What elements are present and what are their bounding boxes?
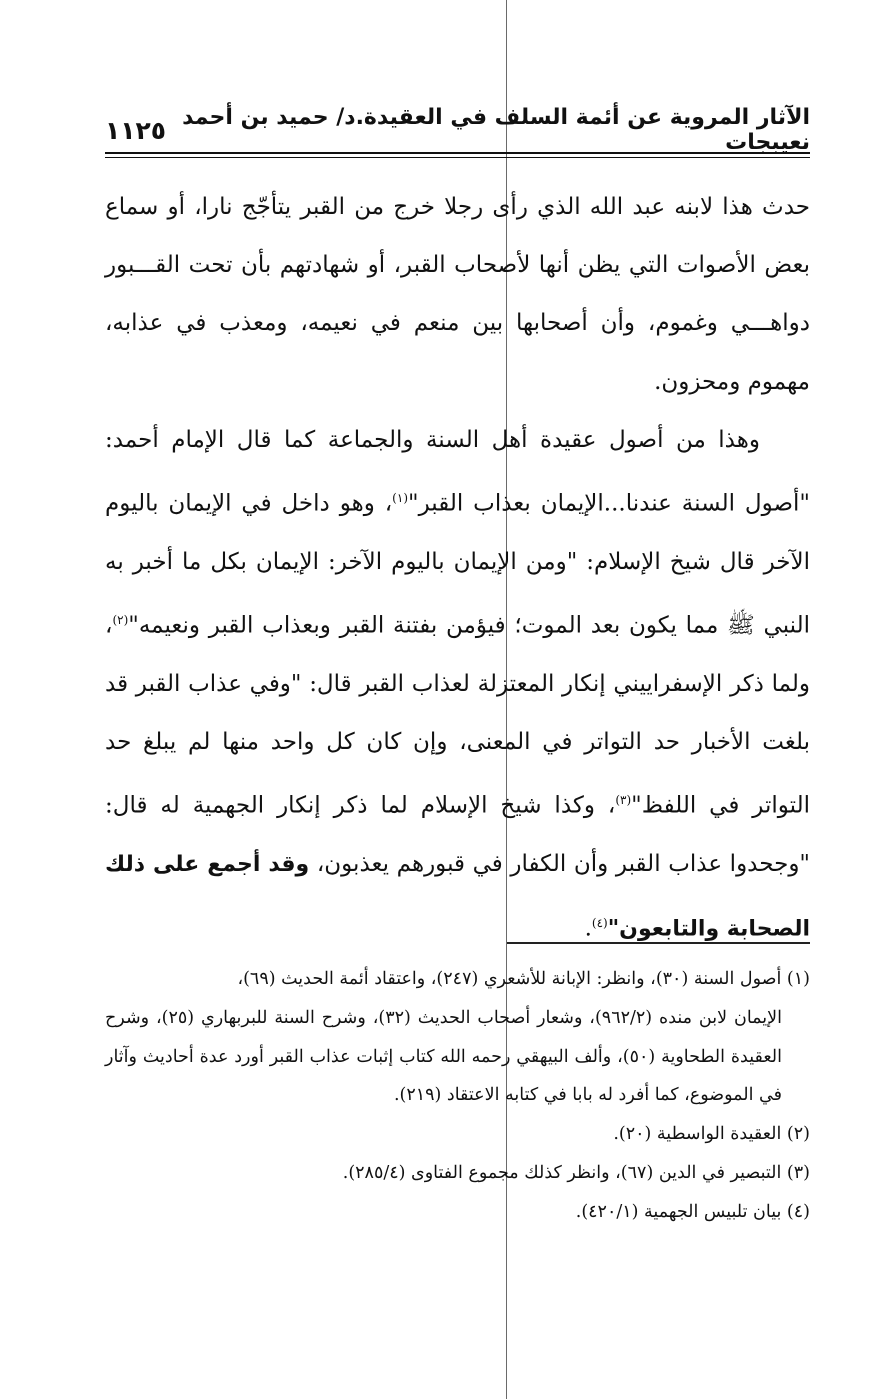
footnote-1-first-line: (١) أصول السنة (٣٠)، وانظر: الإبانة للأشعري (٢٤٧)، واعتقاد أئمة الحديث (٦٩)، — [237, 969, 810, 989]
footnote-ref-1: (١) — [392, 491, 408, 506]
footnote-ref-4: (٤) — [591, 916, 608, 931]
paragraph-2-part-b: ، وهو داخل في الإيمان باليوم الآخر قال شيخ الإسلام: "ومن الإيمان باليوم الآخر: الإيمان بكل ما أخبر به النبي ﷺ مما يكون بعد الموت؛ فيؤمن بفتنة القبر وبعذاب القبر ونعيمه" — [105, 490, 810, 639]
paragraph-2-part-d: ، وكذا شيخ الإسلام لما ذكر إنكار الجهمية له قال: "وجحدوا عذاب القبر وأن الكفار في قبورهم يعذبون، — [105, 793, 810, 878]
footnote-ref-2: (٢) — [112, 613, 129, 628]
paragraph-2-part-c: ، ولما ذكر الإسفراييني إنكار المعتزلة لعذاب القبر قال: "وفي عذاب القبر قد بلغت الأخبار حد التواتر في المعنى، وإن كان كل واحد منها لم يبلغ حد التواتر في اللفظ" — [105, 612, 810, 819]
paragraph-2-end: . — [584, 916, 592, 943]
footnote-3: (٣) التبصير في الدين (٦٧)، وانظر كذلك مجموع الفتاوى (٢٨٥/٤). — [342, 1162, 810, 1183]
footnote-2: (٢) العقيدة الواسطية (٢٠). — [613, 1124, 810, 1145]
footnote-separator — [507, 942, 810, 944]
paragraph-2 — [105, 411, 810, 959]
paragraph-1: حدث هذا لابنه عبد الله الذي رأى رجلا خرج من القبر يتأجّج نارا، أو سماع بعض الأصوات التي يظن أنها لأصحاب القبر، أو شهادتهم بأن تحت القـــبور دواهـــي وغموم، وأن أصحابها بين منعم في نعيمه، ومعذب في عذابه، مهموم ومحزون. — [105, 194, 810, 395]
running-header-title: الآثار المروية عن أئمة السلف في العقيدة.د/ حميد بن أحمد نعيبجات — [182, 105, 810, 155]
footnotes — [105, 960, 810, 1232]
main-text — [105, 178, 810, 959]
footnote-1-continuation: الإيمان لابن منده (٩٦٢/٢)، وشعار أصحاب الحديث (٣٢)، وشرح السنة للبربهاري (٢٥)، وشرح العقيدة الطحاوية (٥٠)، وألف البيهقي رحمه الله كتاب إثبات عذاب القبر أورد عدة أحاديث وآثار في الموضوع، كما أفرد له بابا في كتابه الاعتقاد (٢١٩). — [105, 1007, 783, 1106]
header-rule — [105, 152, 810, 158]
running-header — [105, 105, 810, 155]
footnote-4: (٤) بيان تلبيس الجهمية (٤٢٠/١). — [575, 1201, 810, 1222]
footnote-ref-3: (٣) — [615, 793, 632, 808]
paragraph-2-intro: وهذا من أصول عقيدة أهل السنة والجماعة كما قال الإمام أحمد: "أصول السنة عندنا...الإيمان بعذاب القبر" — [105, 426, 810, 517]
paragraph-2-bold-quote: وقد أجمع على ذلك الصحابة والتابعون" — [105, 852, 810, 943]
page-number: ١١٢٥ — [105, 115, 167, 145]
